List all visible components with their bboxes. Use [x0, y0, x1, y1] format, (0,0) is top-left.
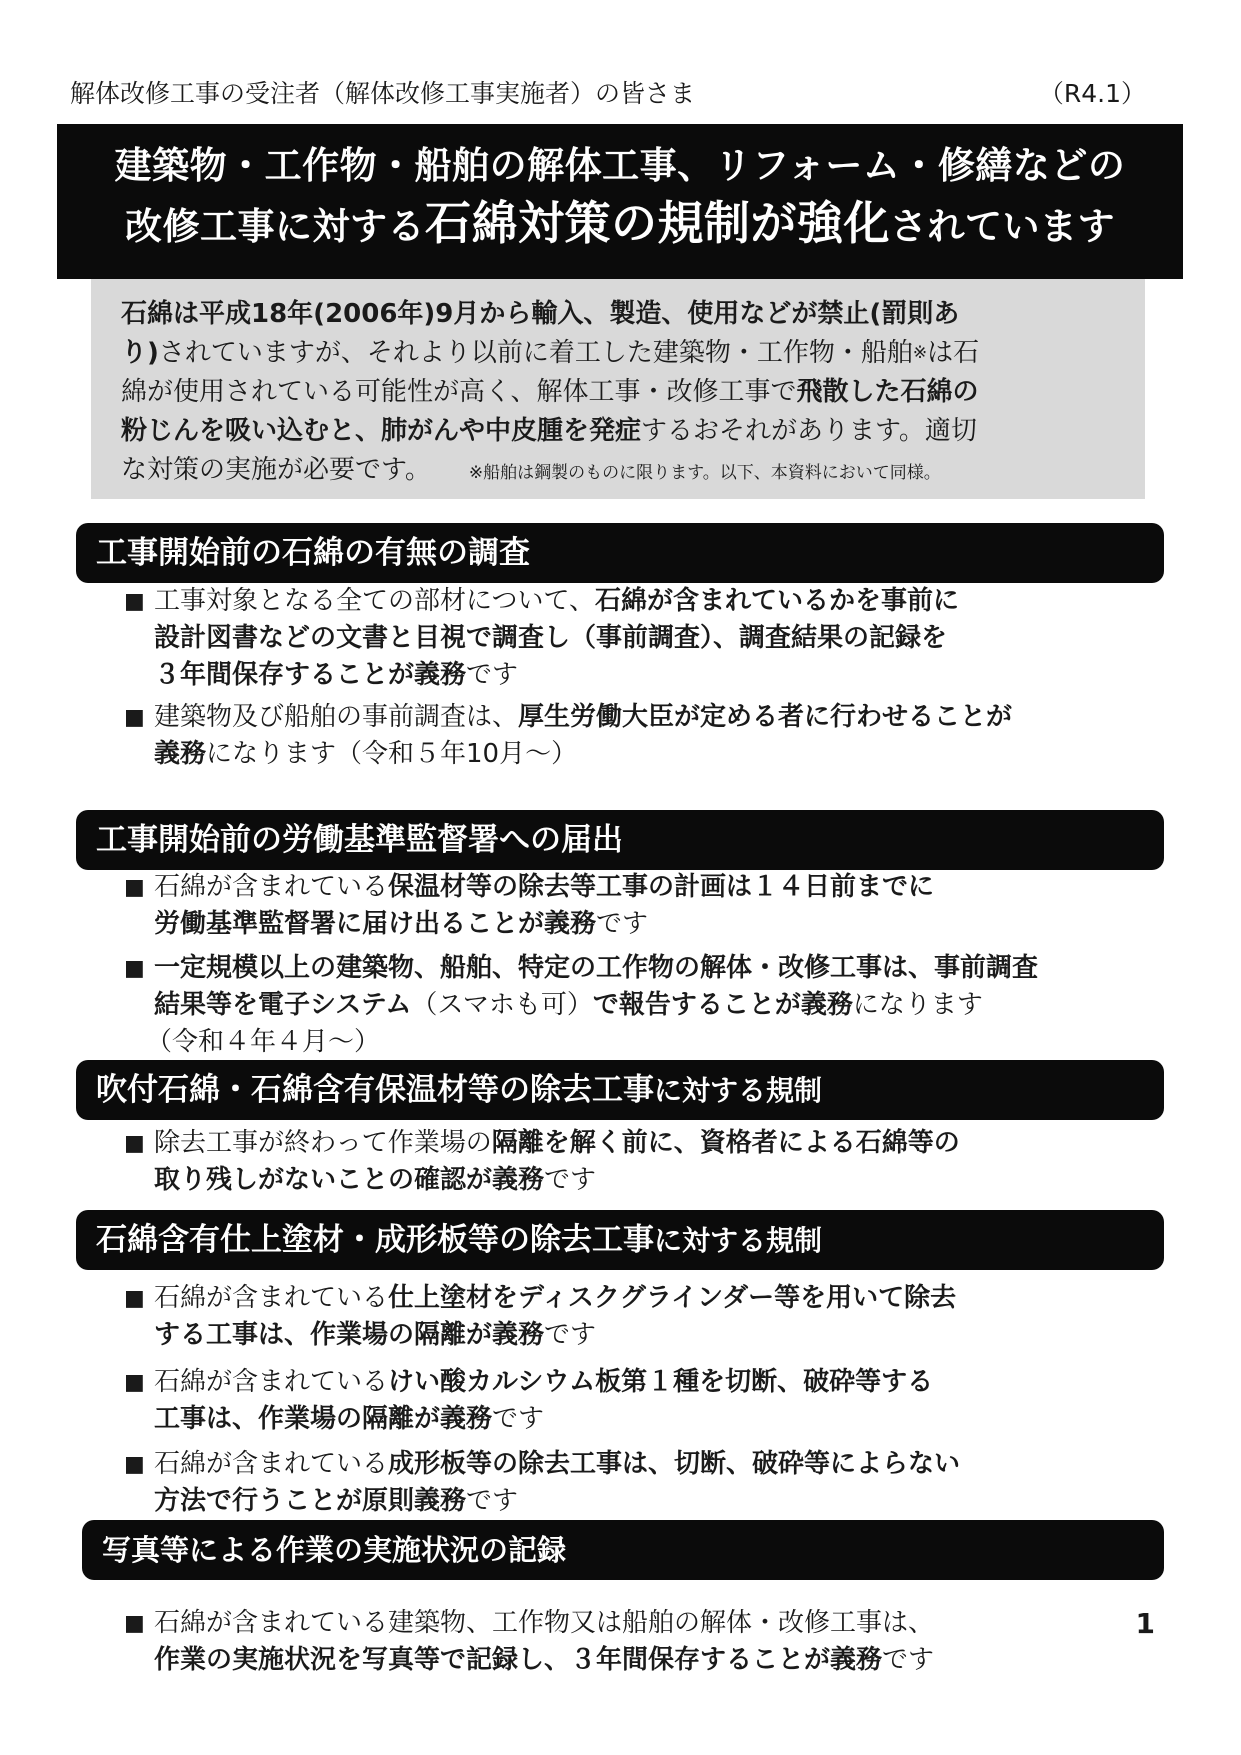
text-run: 石綿が含まれている建築物、工作物又は船舶の解体・改修工事は、 — [154, 1608, 935, 1638]
bullet-mark: ■ — [124, 705, 145, 730]
text-run-bold: 保温材等の除去等工事の計画は１４日前までに — [388, 872, 935, 902]
bullet-notification-1 — [124, 869, 1164, 943]
text-run-bold: 厚生労働大臣が定める者に行わせることが — [518, 702, 1013, 732]
section-heading-survey: 工事開始前の石綿の有無の調査 — [76, 523, 1164, 583]
bullet-mark: ■ — [124, 1286, 145, 1311]
bullet-finishing-1 — [124, 1280, 1164, 1354]
title-line-2 — [57, 191, 1183, 259]
text-run: 石綿が含まれている — [154, 872, 389, 902]
text-run-bold: で報告することが義務 — [592, 990, 853, 1020]
intro-l3-a: 綿が使用されている可能性が高く、解体工事・改修工事で — [121, 377, 797, 407]
intro-l4-b: するおそれがあります。適切 — [641, 416, 977, 446]
bullet-mark: ■ — [124, 1611, 145, 1636]
section-heading-notification: 工事開始前の労働基準監督署への届出 — [76, 810, 1164, 870]
bullet-notification-2 — [124, 950, 1164, 1061]
text-run: になります（令和５年10月～） — [206, 739, 578, 769]
bullet-survey-1 — [124, 583, 1164, 694]
section-heading-sprayed-asbestos — [76, 1060, 1164, 1120]
text-run: （スマホも可） — [411, 990, 593, 1020]
bullet-sprayed-1 — [124, 1125, 1164, 1199]
bullet-photo-1 — [124, 1605, 1164, 1679]
intro-l2-mark: ※ — [912, 343, 928, 363]
text-run: です — [492, 1404, 545, 1434]
text-run-bold: 結果等を電子システム — [154, 990, 412, 1020]
bullet-mark: ■ — [124, 1370, 145, 1395]
intro-l3-b: 飛散した石綿の — [796, 377, 979, 407]
section-heading-finishing-materials — [76, 1210, 1164, 1270]
text-run-bold: 設計図書などの文書と目視で調査し（事前調査）、調査結果の記録を — [154, 623, 948, 653]
text-run: 石綿が含まれている — [154, 1283, 389, 1313]
text-run: 除去工事が終わって作業場の — [154, 1128, 492, 1158]
intro-l2-tail: は石 — [927, 338, 980, 368]
intro-note: ※船舶は鋼製のものに限ります。以下、本資料において同様。 — [468, 463, 941, 483]
title-line-2c: されています — [890, 205, 1115, 248]
text-run-bold: ３年間保存することが義務 — [154, 660, 467, 690]
intro-box — [91, 279, 1145, 499]
bullet-mark: ■ — [124, 875, 145, 900]
intro-l1: 石綿は平成18年(2006年)9月から輸入、製造、使用などが禁止(罰則あ — [121, 299, 960, 329]
bullet-mark: ■ — [124, 1131, 145, 1156]
section-title-suffix: に対する規制 — [654, 1074, 823, 1107]
text-run: です — [544, 1165, 597, 1195]
text-run-bold: 隔離を解く前に、資格者による石綿等の — [491, 1128, 960, 1158]
text-run-bold: 石綿が含まれているかを事前に — [594, 586, 959, 616]
intro-l4-a: 粉じんを吸い込むと、肺がんや中皮腫を発症 — [121, 416, 642, 446]
title-line-1: 建築物・工作物・船舶の解体工事、リフォーム・修繕などの — [114, 144, 1126, 187]
text-run-bold: 一定規模以上の建築物、船舶、特定の工作物の解体・改修工事は、事前調査 — [154, 953, 1039, 983]
section-title-suffix: に対する規制 — [654, 1224, 823, 1257]
text-run: です — [544, 1320, 597, 1350]
bullet-finishing-3 — [124, 1446, 1164, 1520]
text-run-bold: 工事は、作業場の隔離が義務 — [154, 1404, 493, 1434]
bullet-survey-2 — [124, 699, 1164, 773]
bullet-finishing-2 — [124, 1364, 1164, 1438]
text-run-bold: 労働基準監督署に届け出ることが義務 — [154, 909, 597, 939]
title-banner — [57, 124, 1183, 279]
text-run: 建築物及び船舶の事前調査は、 — [154, 702, 519, 732]
page-number: 1 — [1135, 1607, 1155, 1640]
bullet-mark: ■ — [124, 956, 145, 981]
title-line-2b: 石綿対策の規制が強化 — [425, 196, 890, 250]
intro-l2-bold: り) — [121, 338, 159, 368]
section-heading-photo-record: 写真等による作業の実施状況の記録 — [82, 1520, 1164, 1580]
text-run: です — [466, 1486, 519, 1516]
text-run-bold: 方法で行うことが原則義務 — [154, 1486, 467, 1516]
intro-l5: な対策の実施が必要です。 — [121, 455, 431, 485]
audience-line: 解体改修工事の受注者（解体改修工事実施者）の皆さま — [70, 79, 696, 108]
text-run-bold: 取り残しがないことの確認が義務 — [154, 1165, 545, 1195]
text-run: です — [466, 660, 519, 690]
text-run: になります — [852, 990, 983, 1020]
text-run: 工事対象となる全ての部材について、 — [154, 586, 595, 616]
text-run: （令和４年４月～） — [146, 1027, 381, 1057]
text-run-bold: けい酸カルシウム板第１種を切断、破砕等する — [388, 1367, 934, 1397]
text-run-bold: 成形板等の除去工事は、切断、破砕等によらない — [388, 1449, 961, 1479]
title-line-2a: 改修工事に対する — [125, 205, 425, 248]
intro-l2-rest: されていますが、それより以前に着工した建築物・工作物・船舶 — [158, 338, 913, 368]
text-run: です — [596, 909, 649, 939]
text-run: です — [882, 1645, 935, 1675]
bullet-mark: ■ — [124, 589, 145, 614]
text-run-bold: 作業の実施状況を写真等で記録し、３年間保存することが義務 — [154, 1645, 883, 1675]
bullet-mark: ■ — [124, 1452, 145, 1477]
text-run-bold: 義務 — [154, 739, 207, 769]
text-run-bold: する工事は、作業場の隔離が義務 — [154, 1320, 545, 1350]
text-run: 石綿が含まれている — [154, 1367, 389, 1397]
version-label: （R4.1） — [1038, 79, 1146, 108]
section-title-main: 吹付石綿・石綿含有保温材等の除去工事 — [96, 1072, 654, 1108]
text-run: 石綿が含まれている — [154, 1449, 389, 1479]
section-title-main: 石綿含有仕上塗材・成形板等の除去工事 — [96, 1222, 654, 1258]
text-run-bold: 仕上塗材をディスクグラインダー等を用いて除去 — [388, 1283, 957, 1313]
